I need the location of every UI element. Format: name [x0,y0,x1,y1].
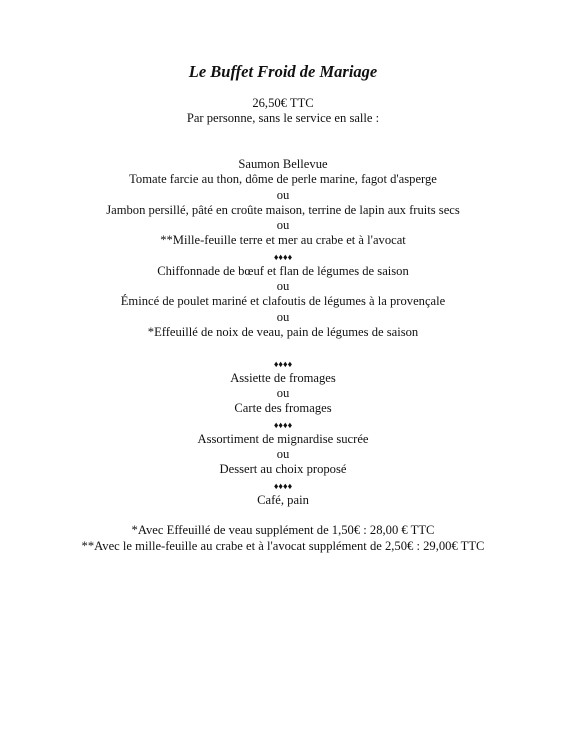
price: 26,50€ TTC [252,96,314,110]
or-text: ou [276,218,290,232]
main-item: *Effeuillé de noix de veau, pain de légumes de saison [147,325,419,339]
supplement-note: *Avec Effeuillé de veau supplément de 1,50€ : 28,00 € TTC [131,523,435,537]
main-item: Chiffonnade de bœuf et flan de légumes de saison [157,264,409,278]
or-text: ou [276,279,290,293]
starter-item: **Mille-feuille terre et mer au crabe et à l'avocat [160,233,406,247]
coffee-item: Café, pain [257,493,309,507]
diamond-separator: ♦♦♦♦ [273,359,293,369]
main-item: Émincé de poulet mariné et clafoutis de légumes à la provençale [120,294,446,308]
diamond-separator: ♦♦♦♦ [273,420,293,430]
or-text: ou [276,447,290,461]
cheese-item: Carte des fromages [234,401,332,415]
per-person-note: Par personne, sans le service en salle : [186,111,380,125]
or-text: ou [276,310,290,324]
cheese-item: Assiette de fromages [230,371,336,385]
starter-item: Saumon Bellevue [238,157,328,171]
menu-title: Le Buffet Froid de Mariage [188,62,378,81]
diamond-separator: ♦♦♦♦ [273,252,293,262]
dessert-item: Assortiment de mignardise sucrée [197,432,369,446]
dessert-item: Dessert au choix proposé [219,462,347,476]
starter-item: Jambon persillé, pâté en croûte maison, terrine de lapin aux fruits secs [106,203,460,217]
or-text: ou [276,386,290,400]
starter-item: Tomate farcie au thon, dôme de perle marine, fagot d'asperge [129,172,437,186]
supplement-note: **Avec le mille-feuille au crabe et à l'avocat supplément de 2,50€ : 29,00€ TTC [81,539,485,553]
or-text: ou [276,188,290,202]
diamond-separator: ♦♦♦♦ [273,481,293,491]
